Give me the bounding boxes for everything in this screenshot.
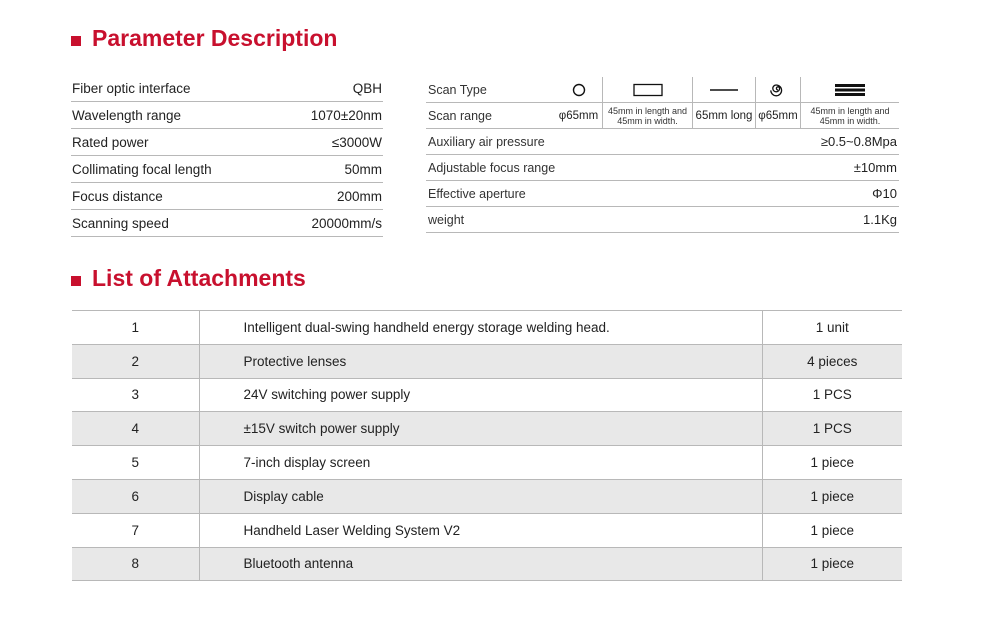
param-value: Φ10 bbox=[872, 186, 897, 201]
table-row bbox=[72, 412, 902, 446]
line-icon bbox=[692, 77, 755, 102]
scan-range-value: 45mm in length and 45mm in width. bbox=[800, 103, 899, 128]
spiral-icon bbox=[755, 77, 800, 102]
row-description: Intelligent dual-swing handheld energy storage welding head. bbox=[199, 311, 762, 345]
param-label: Rated power bbox=[72, 134, 149, 150]
param-row bbox=[426, 155, 899, 181]
param-label: Scanning speed bbox=[72, 215, 169, 231]
param-value: 50mm bbox=[344, 161, 382, 177]
param-value: 200mm bbox=[336, 188, 382, 204]
filled-rectangle-icon bbox=[800, 77, 899, 102]
table-row bbox=[72, 446, 902, 480]
param-row bbox=[71, 156, 383, 183]
scan-range-value: φ65mm bbox=[755, 103, 800, 128]
row-number: 2 bbox=[72, 344, 199, 378]
param-value: 1070±20nm bbox=[310, 107, 382, 123]
row-number: 4 bbox=[72, 412, 199, 446]
attachments-section-title bbox=[71, 265, 306, 292]
table-row bbox=[72, 311, 902, 345]
row-description: Handheld Laser Welding System V2 bbox=[199, 513, 762, 547]
row-number: 1 bbox=[72, 311, 199, 345]
row-description: 24V switching power supply bbox=[199, 378, 762, 412]
row-number: 8 bbox=[72, 547, 199, 581]
param-value: 1.1Kg bbox=[863, 212, 897, 227]
scan-range-value: 45mm in length and 45mm in width. bbox=[602, 103, 692, 128]
scan-range-label: Scan range bbox=[428, 108, 492, 123]
param-value: QBH bbox=[352, 80, 382, 96]
scan-range-row bbox=[426, 103, 899, 129]
param-label: Effective aperture bbox=[428, 186, 526, 201]
param-label: Focus distance bbox=[72, 188, 163, 204]
param-row bbox=[71, 183, 383, 210]
rectangle-icon bbox=[602, 77, 692, 102]
row-number: 3 bbox=[72, 378, 199, 412]
param-value: ≤3000W bbox=[331, 134, 382, 150]
row-quantity: 1 unit bbox=[762, 311, 902, 345]
row-quantity: 4 pieces bbox=[762, 344, 902, 378]
table-row bbox=[72, 479, 902, 513]
bullet-square-icon bbox=[71, 276, 81, 286]
row-description: ±15V switch power supply bbox=[199, 412, 762, 446]
row-quantity: 1 PCS bbox=[762, 378, 902, 412]
scan-type-row bbox=[426, 77, 899, 103]
parameter-title-text: Parameter Description bbox=[92, 25, 338, 51]
row-quantity: 1 piece bbox=[762, 547, 902, 581]
row-description: Bluetooth antenna bbox=[199, 547, 762, 581]
row-quantity: 1 piece bbox=[762, 513, 902, 547]
bullet-square-icon bbox=[71, 36, 81, 46]
param-row bbox=[71, 210, 383, 237]
scan-type-label: Scan Type bbox=[428, 82, 487, 97]
param-label: Auxiliary air pressure bbox=[428, 134, 545, 149]
param-row bbox=[426, 181, 899, 207]
param-value: ≥0.5~0.8Mpa bbox=[820, 134, 897, 149]
row-description: 7-inch display screen bbox=[199, 446, 762, 480]
row-number: 5 bbox=[72, 446, 199, 480]
param-row bbox=[71, 102, 383, 129]
param-row bbox=[426, 207, 899, 233]
attachments-table bbox=[72, 310, 902, 581]
attachments-title-text: List of Attachments bbox=[92, 265, 306, 291]
parameter-section-title bbox=[71, 25, 337, 52]
param-label: weight bbox=[428, 212, 465, 227]
scan-range-value: φ65mm bbox=[558, 109, 599, 122]
right-parameter-table bbox=[426, 77, 899, 233]
table-row bbox=[72, 344, 902, 378]
row-description: Display cable bbox=[199, 479, 762, 513]
param-row bbox=[426, 129, 899, 155]
row-quantity: 1 piece bbox=[762, 479, 902, 513]
row-number: 6 bbox=[72, 479, 199, 513]
row-number: 7 bbox=[72, 513, 199, 547]
left-parameter-table bbox=[71, 75, 383, 237]
row-quantity: 1 PCS bbox=[762, 412, 902, 446]
param-row bbox=[71, 75, 383, 102]
param-label: Adjustable focus range bbox=[428, 160, 556, 175]
param-value: ±10mm bbox=[853, 160, 897, 175]
param-label: Collimating focal length bbox=[72, 161, 212, 177]
row-description: Protective lenses bbox=[199, 344, 762, 378]
table-row bbox=[72, 513, 902, 547]
param-value: 20000mm/s bbox=[311, 215, 382, 231]
param-label: Fiber optic interface bbox=[72, 80, 191, 96]
row-quantity: 1 piece bbox=[762, 446, 902, 480]
scan-range-value: 65mm long bbox=[692, 103, 755, 128]
circle-icon bbox=[555, 77, 602, 102]
param-row bbox=[71, 129, 383, 156]
table-row bbox=[72, 547, 902, 581]
table-row bbox=[72, 378, 902, 412]
param-label: Wavelength range bbox=[72, 107, 182, 123]
